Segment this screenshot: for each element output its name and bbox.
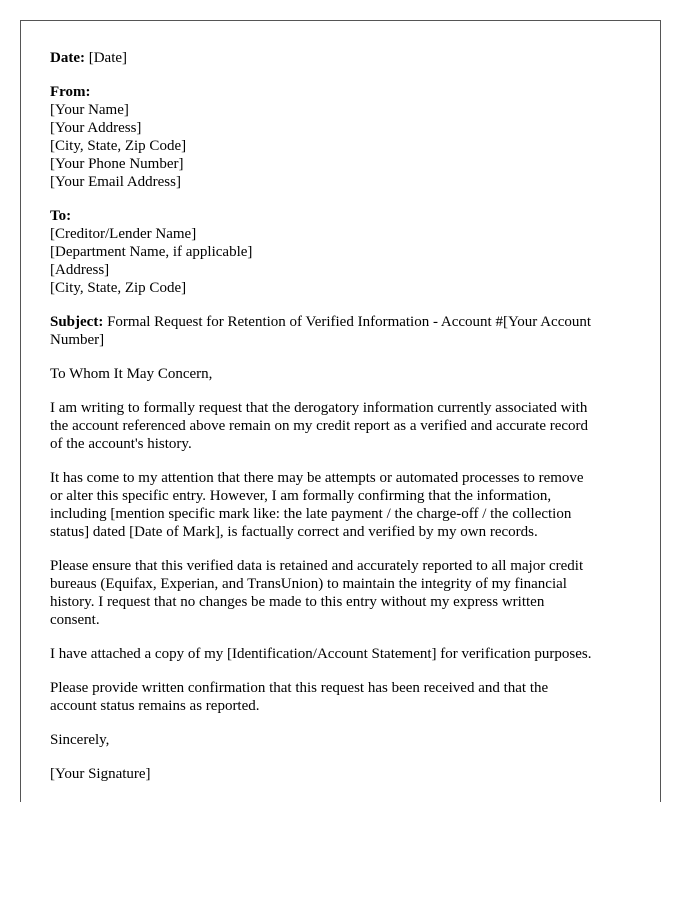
paragraph-line: the account referenced above remain on my credit report as a verified and accurate record	[50, 418, 589, 434]
sender-line: [Your Name]	[50, 102, 129, 118]
paragraph-line: including [mention specific mark like: the late payment / the charge-off / the collection	[50, 506, 572, 522]
subject-text: Formal Request for Retention of Verified Information - Account #[Your Account	[107, 314, 592, 330]
paragraph-confirmation-request	[50, 679, 640, 715]
recipient-line: [Address]	[50, 262, 110, 278]
subject-label: Subject:	[50, 314, 104, 330]
sender-line: [City, State, Zip Code]	[50, 138, 187, 154]
paragraph-line: It has come to my attention that there may be attempts or automated processes to remove	[50, 470, 584, 486]
paragraph-line: Please provide written confirmation that this request has been received and that the	[50, 680, 549, 696]
paragraph-attachment	[50, 645, 640, 663]
sender-label: From:	[50, 84, 91, 100]
signature: [Your Signature]	[50, 766, 151, 782]
sender-line: [Your Address]	[50, 120, 142, 136]
recipient-label: To:	[50, 208, 72, 224]
paragraph-line: account status remains as reported.	[50, 698, 260, 714]
letter-body	[50, 49, 640, 799]
closing: Sincerely,	[50, 732, 110, 748]
recipient-line: [City, State, Zip Code]	[50, 280, 187, 296]
paragraph-confirmation	[50, 469, 640, 541]
paragraph-line: I have attached a copy of my [Identification/Account Statement] for verification purposes.	[50, 646, 592, 662]
paragraph-line: or alter this specific entry. However, I am formally confirming that the information,	[50, 488, 552, 504]
paragraph-retention	[50, 557, 640, 629]
sender-line: [Your Email Address]	[50, 174, 181, 190]
recipient-line: [Department Name, if applicable]	[50, 244, 253, 260]
paragraph-line: of the account's history.	[50, 436, 192, 452]
date-line	[50, 49, 640, 67]
subject-block	[50, 313, 640, 349]
paragraph-line: I am writing to formally request that the derogatory information currently associated with	[50, 400, 588, 416]
paragraph-line: Please ensure that this verified data is retained and accurately reported to all major credit	[50, 558, 584, 574]
subject-text-continued: Number]	[50, 332, 105, 348]
recipient-block	[50, 207, 640, 297]
date-value: [Date]	[88, 50, 128, 66]
sender-line: [Your Phone Number]	[50, 156, 184, 172]
date-label: Date:	[50, 50, 85, 66]
paragraph-line: consent.	[50, 612, 100, 628]
letter-page	[20, 20, 661, 802]
paragraph-line: bureaus (Equifax, Experian, and TransUnion) to maintain the integrity of my financial	[50, 576, 567, 592]
paragraph-request	[50, 399, 640, 453]
recipient-line: [Creditor/Lender Name]	[50, 226, 197, 242]
paragraph-line: status] dated [Date of Mark], is factually correct and verified by my own records.	[50, 524, 538, 540]
paragraph-line: history. I request that no changes be made to this entry without my express written	[50, 594, 545, 610]
sender-block	[50, 83, 640, 191]
salutation: To Whom It May Concern,	[50, 366, 213, 382]
